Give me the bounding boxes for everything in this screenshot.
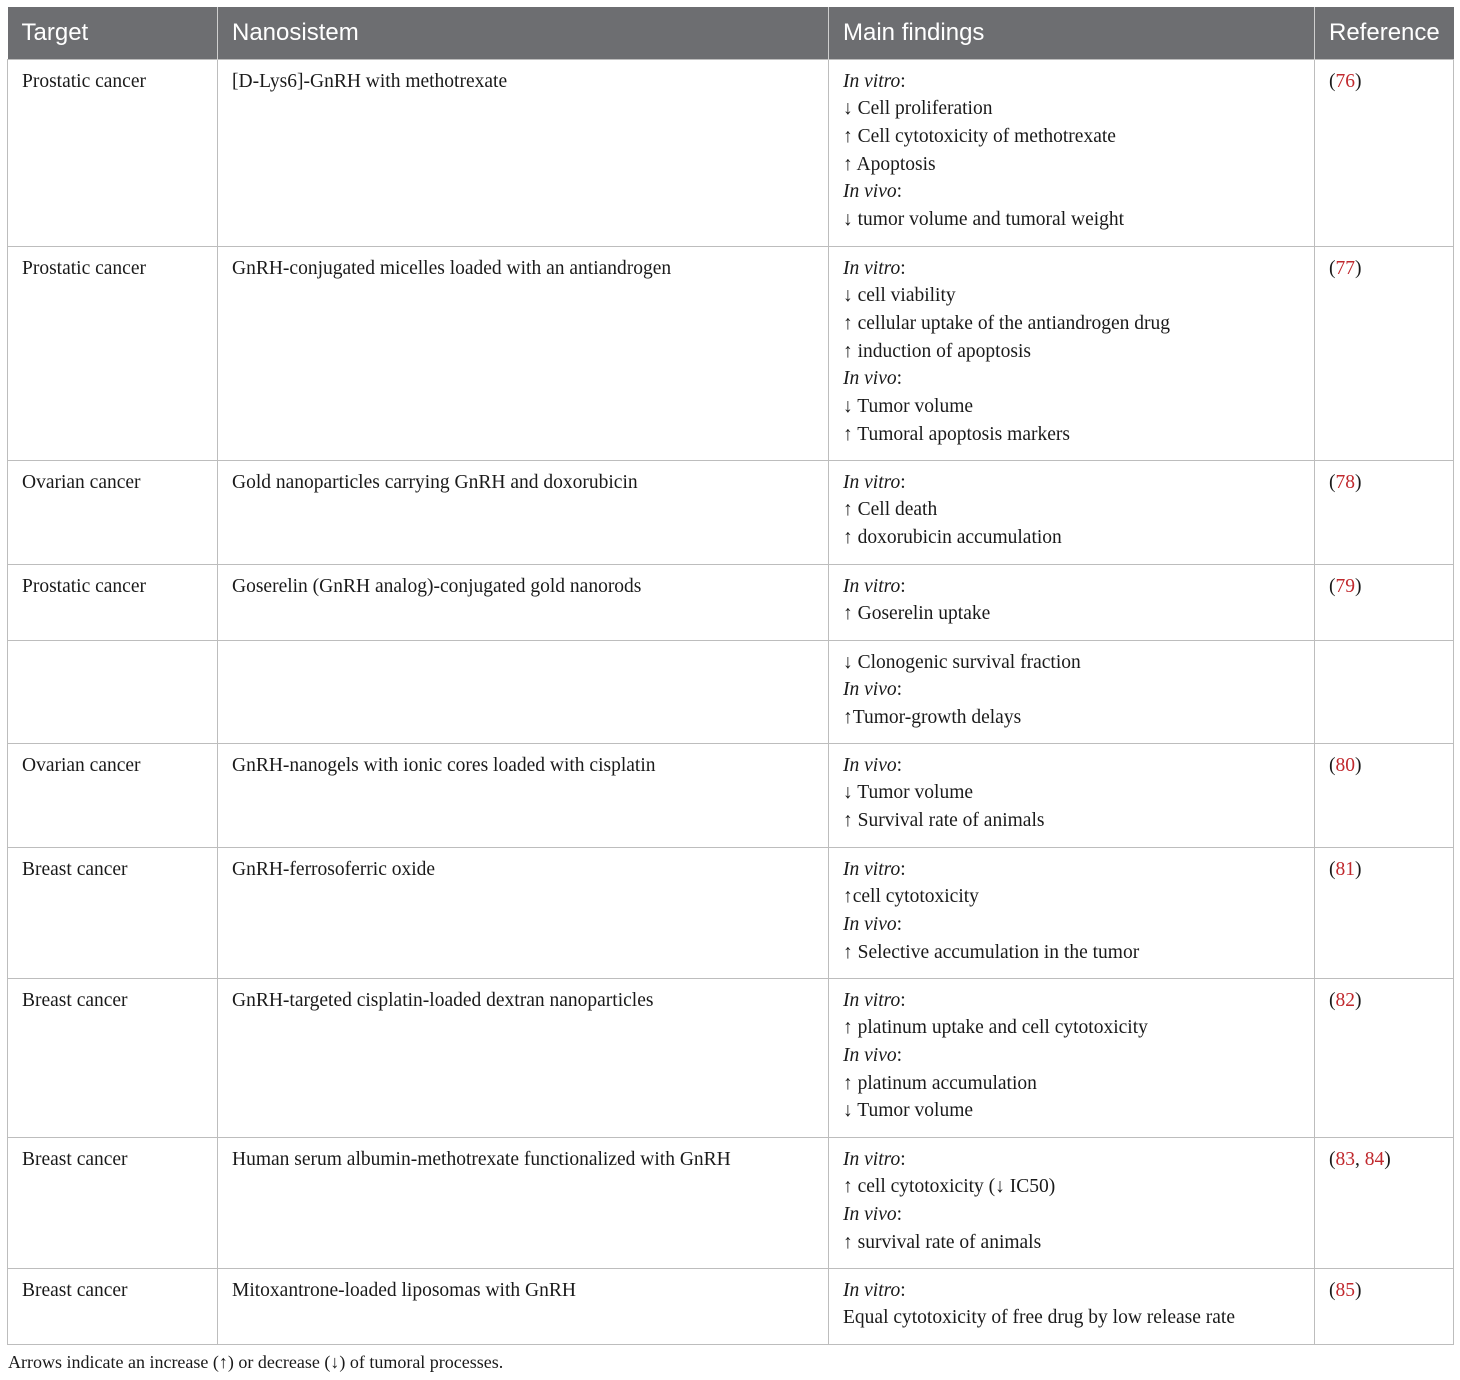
finding-line xyxy=(843,255,1300,283)
findings-cell xyxy=(829,978,1315,1137)
finding-text: ↓ Tumor volume xyxy=(843,1100,974,1122)
finding-section-label: In vivo xyxy=(843,1203,897,1225)
finding-text: ↓ Tumor volume xyxy=(843,396,974,418)
reference-cell: (81) xyxy=(1315,847,1454,978)
finding-section-label: In vitro xyxy=(843,1148,901,1170)
nanosystem-cell: GnRH-nanogels with ionic cores loaded with cisplatin xyxy=(218,743,829,847)
finding-suffix: : xyxy=(900,858,906,880)
finding-text: Equal cytotoxicity of free drug by low release rate xyxy=(843,1307,1236,1329)
table-row xyxy=(8,640,1454,743)
table-body xyxy=(8,59,1454,1344)
nanosystem-cell: Human serum albumin-methotrexate functionalized with GnRH xyxy=(218,1137,829,1268)
reference-link[interactable]: 81 xyxy=(1335,858,1355,880)
finding-line xyxy=(843,600,1300,628)
findings-cell xyxy=(829,564,1315,640)
table-row xyxy=(8,978,1454,1137)
reference-link[interactable]: 82 xyxy=(1335,989,1355,1011)
header-target: Target xyxy=(8,7,218,59)
header-main-findings: Main findings xyxy=(829,7,1315,59)
finding-text: ↑cell cytotoxicity xyxy=(843,886,979,908)
finding-line xyxy=(843,1014,1300,1042)
target-cell: Ovarian cancer xyxy=(8,743,218,847)
finding-text: ↑ platinum uptake and cell cytotoxicity xyxy=(843,1017,1148,1039)
table-row xyxy=(8,460,1454,564)
findings-cell xyxy=(829,1137,1315,1268)
finding-text: ↑ induction of apoptosis xyxy=(843,340,1031,362)
target-cell: Breast cancer xyxy=(8,1268,218,1344)
finding-section-label: In vitro xyxy=(843,257,901,279)
finding-line xyxy=(843,123,1300,151)
reference-link[interactable]: 79 xyxy=(1335,575,1355,597)
target-cell: Breast cancer xyxy=(8,978,218,1137)
finding-text: ↑ Cell death xyxy=(843,499,938,521)
nanosystem-cell: Goserelin (GnRH analog)-conjugated gold nanorods xyxy=(218,564,829,640)
finding-suffix: : xyxy=(896,368,903,390)
finding-line xyxy=(843,883,1300,911)
finding-section-label: In vitro xyxy=(843,1279,901,1301)
header-row xyxy=(8,7,1454,59)
nanosystem-cell: [D-Lys6]-GnRH with methotrexate xyxy=(218,59,829,246)
finding-line xyxy=(843,282,1300,310)
finding-line xyxy=(843,68,1300,96)
finding-line xyxy=(843,939,1300,967)
reference-link[interactable]: 77 xyxy=(1335,257,1355,279)
nanosystem-cell: Mitoxantrone-loaded liposomas with GnRH xyxy=(218,1268,829,1344)
finding-suffix: : xyxy=(900,575,906,597)
finding-line xyxy=(843,1277,1300,1305)
finding-line xyxy=(843,649,1300,677)
finding-section-label: In vitro xyxy=(843,575,901,597)
finding-line xyxy=(843,524,1300,552)
finding-section-label: In vitro xyxy=(843,70,901,92)
finding-line xyxy=(843,987,1300,1015)
finding-line xyxy=(843,469,1300,497)
finding-section-label: In vitro xyxy=(843,858,901,880)
finding-line xyxy=(843,1173,1300,1201)
finding-line xyxy=(843,1146,1300,1174)
finding-section-label: In vivo xyxy=(843,679,897,701)
finding-line xyxy=(843,1042,1300,1070)
table-row xyxy=(8,1137,1454,1268)
finding-text: ↓ Tumor volume xyxy=(843,782,974,804)
target-cell: Breast cancer xyxy=(8,847,218,978)
finding-text: ↑Tumor-growth delays xyxy=(843,706,1022,728)
finding-line xyxy=(843,178,1300,206)
finding-line xyxy=(843,1201,1300,1229)
finding-line xyxy=(843,807,1300,835)
target-cell: Breast cancer xyxy=(8,1137,218,1268)
finding-suffix: : xyxy=(896,1203,903,1225)
table-row xyxy=(8,59,1454,246)
table-row xyxy=(8,743,1454,847)
finding-line xyxy=(843,421,1300,449)
reference-cell: (85) xyxy=(1315,1268,1454,1344)
finding-line xyxy=(843,1229,1300,1257)
finding-suffix: : xyxy=(900,257,906,279)
findings-cell xyxy=(829,59,1315,246)
findings-cell xyxy=(829,640,1315,743)
finding-suffix: : xyxy=(896,679,903,701)
finding-suffix: : xyxy=(896,754,903,776)
nanosystem-cell: GnRH-conjugated micelles loaded with an antiandrogen xyxy=(218,246,829,460)
header-nanosystem: Nanosistem xyxy=(218,7,829,59)
nanosystem-cell: GnRH-targeted cisplatin-loaded dextran nanoparticles xyxy=(218,978,829,1137)
finding-line xyxy=(843,393,1300,421)
target-cell: Prostatic cancer xyxy=(8,246,218,460)
finding-line xyxy=(843,338,1300,366)
reference-cell: (77) xyxy=(1315,246,1454,460)
findings-cell xyxy=(829,847,1315,978)
target-cell: Prostatic cancer xyxy=(8,59,218,246)
finding-line xyxy=(843,151,1300,179)
reference-cell xyxy=(1315,640,1454,743)
finding-line xyxy=(843,310,1300,338)
finding-line xyxy=(843,752,1300,780)
nanosystem-cell: GnRH-ferrosoferric oxide xyxy=(218,847,829,978)
finding-suffix: : xyxy=(900,1148,906,1170)
findings-cell xyxy=(829,460,1315,564)
finding-suffix: : xyxy=(896,913,903,935)
finding-line xyxy=(843,911,1300,939)
finding-text: ↑ cell cytotoxicity (↓ IC50) xyxy=(843,1176,1056,1198)
reference-cell: (80) xyxy=(1315,743,1454,847)
finding-section-label: In vivo xyxy=(843,181,897,203)
finding-suffix: : xyxy=(900,70,906,92)
finding-text: ↑ Tumoral apoptosis markers xyxy=(843,423,1070,445)
reference-link[interactable]: 83 xyxy=(1335,1148,1355,1170)
findings-table xyxy=(7,7,1454,1345)
reference-cell: (76) xyxy=(1315,59,1454,246)
finding-text: ↑ Goserelin uptake xyxy=(843,603,991,625)
finding-line xyxy=(843,95,1300,123)
finding-text: ↑ cellular uptake of the antiandrogen drug xyxy=(843,312,1171,334)
finding-suffix: : xyxy=(900,1279,906,1301)
finding-text: ↑ Apoptosis xyxy=(843,153,936,175)
finding-section-label: In vivo xyxy=(843,1044,897,1066)
findings-cell xyxy=(829,743,1315,847)
table-footnote: Arrows indicate an increase (↑) or decrease (↓) of tumoral processes. xyxy=(8,1352,504,1372)
finding-section-label: In vitro xyxy=(843,989,901,1011)
reference-cell: (78) xyxy=(1315,460,1454,564)
finding-text: ↑ Survival rate of animals xyxy=(843,809,1045,831)
table-row xyxy=(8,564,1454,640)
finding-line xyxy=(843,676,1300,704)
finding-line xyxy=(843,496,1300,524)
finding-section-label: In vivo xyxy=(843,913,897,935)
table-row xyxy=(8,847,1454,978)
finding-text: ↓ Clonogenic survival fraction xyxy=(843,651,1081,673)
reference-cell: (83, 84) xyxy=(1315,1137,1454,1268)
finding-text: ↑ Cell cytotoxicity of methotrexate xyxy=(843,125,1116,147)
nanosystem-cell xyxy=(218,640,829,743)
finding-line xyxy=(843,856,1300,884)
reference-link[interactable]: 80 xyxy=(1335,754,1355,776)
finding-section-label: In vivo xyxy=(843,754,897,776)
finding-line xyxy=(843,1070,1300,1098)
target-cell: Prostatic cancer xyxy=(8,564,218,640)
finding-line xyxy=(843,704,1300,732)
finding-text: ↓ Cell proliferation xyxy=(843,98,993,120)
finding-text: ↑ survival rate of animals xyxy=(843,1231,1042,1253)
finding-line xyxy=(843,365,1300,393)
finding-suffix: : xyxy=(896,1044,903,1066)
finding-suffix: : xyxy=(900,989,906,1011)
target-cell: Ovarian cancer xyxy=(8,460,218,564)
nanosystem-cell: Gold nanoparticles carrying GnRH and doxorubicin xyxy=(218,460,829,564)
target-cell xyxy=(8,640,218,743)
reference-link[interactable]: 78 xyxy=(1335,471,1355,493)
reference-link[interactable]: 76 xyxy=(1335,70,1355,92)
finding-section-label: In vitro xyxy=(843,471,901,493)
header-reference: Reference xyxy=(1315,7,1454,59)
table-row xyxy=(8,1268,1454,1344)
finding-line xyxy=(843,779,1300,807)
findings-cell xyxy=(829,246,1315,460)
finding-text: ↑ Selective accumulation in the tumor xyxy=(843,941,1140,963)
reference-cell: (79) xyxy=(1315,564,1454,640)
finding-line xyxy=(843,573,1300,601)
finding-line xyxy=(843,1097,1300,1125)
reference-link[interactable]: 84 xyxy=(1364,1148,1385,1170)
finding-text: ↓ tumor volume and tumoral weight xyxy=(843,209,1125,231)
finding-text: ↓ cell viability xyxy=(843,285,956,307)
findings-cell xyxy=(829,1268,1315,1344)
finding-section-label: In vivo xyxy=(843,368,897,390)
finding-line xyxy=(843,206,1300,234)
table-container xyxy=(7,7,1453,1345)
finding-line xyxy=(843,1304,1300,1332)
reference-link[interactable]: 85 xyxy=(1335,1279,1355,1301)
finding-text: ↑ doxorubicin accumulation xyxy=(843,526,1062,548)
finding-suffix: : xyxy=(896,181,903,203)
finding-text: ↑ platinum accumulation xyxy=(843,1072,1037,1094)
reference-cell: (82) xyxy=(1315,978,1454,1137)
finding-suffix: : xyxy=(900,471,906,493)
table-row xyxy=(8,246,1454,460)
